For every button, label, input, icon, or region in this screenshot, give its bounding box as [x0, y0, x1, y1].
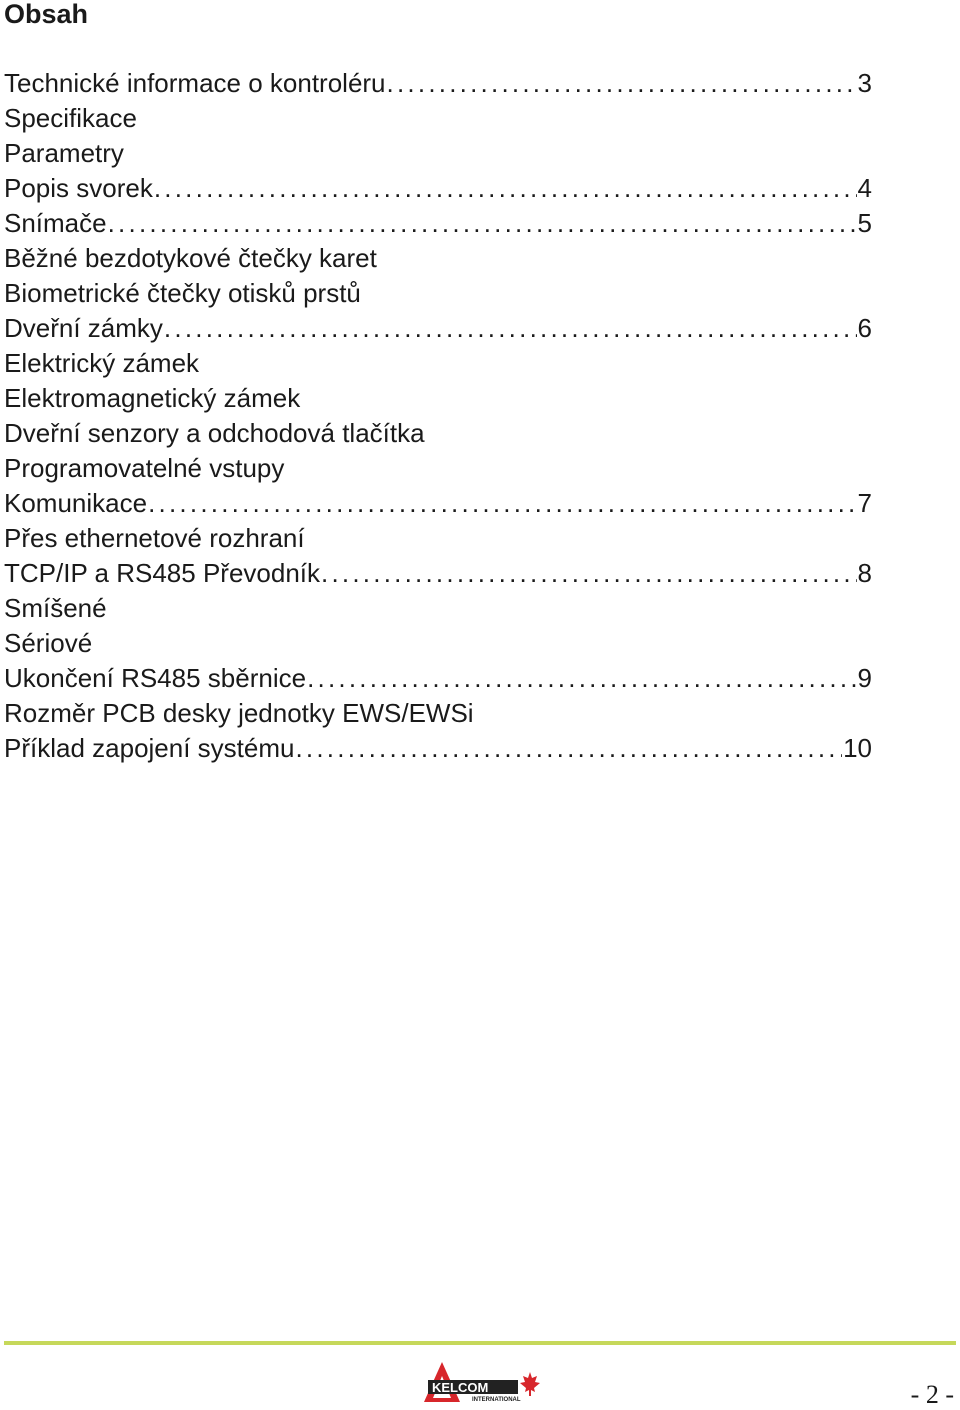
table-of-contents — [4, 66, 872, 766]
toc-entry-label: Smíšené — [4, 593, 107, 623]
toc-entry-label: Rozměr PCB desky jednotky EWS/EWSi — [4, 698, 474, 728]
toc-entry-page: 9 — [857, 663, 872, 693]
toc-leader-dots — [321, 556, 857, 591]
toc-entry — [4, 241, 872, 276]
toc-entry-page: 6 — [857, 313, 872, 343]
toc-entry-label: TCP/IP a RS485 Převodník — [4, 558, 321, 588]
toc-entry-label: Technické informace o kontroléru — [4, 68, 386, 98]
toc-entry-page: 7 — [857, 488, 872, 518]
footer-divider — [4, 1341, 956, 1345]
logo-subtext: INTERNATIONAL — [472, 1397, 521, 1403]
toc-entry — [4, 136, 872, 171]
toc-entry-label: Specifikace — [4, 103, 137, 133]
toc-entry-label: Přes ethernetové rozhraní — [4, 523, 305, 553]
toc-entry-label: Sériové — [4, 628, 93, 658]
toc-entry-label: Elektromagnetický zámek — [4, 383, 301, 413]
toc-entry-label: Elektrický zámek — [4, 348, 200, 378]
toc-title: Obsah — [4, 0, 89, 29]
toc-leader-dots — [164, 311, 857, 346]
toc-leader-dots — [387, 66, 857, 101]
toc-entry — [4, 626, 872, 661]
toc-entry — [4, 66, 872, 101]
toc-entry-page: 5 — [857, 208, 872, 238]
toc-entry — [4, 276, 872, 311]
toc-entry — [4, 661, 872, 696]
toc-entry-label: Dveřní zámky — [4, 313, 163, 343]
toc-entry-label: Programovatelné vstupy — [4, 453, 285, 483]
maple-leaf-icon — [520, 1372, 540, 1396]
kelcom-logo — [420, 1358, 544, 1404]
toc-entry — [4, 311, 872, 346]
toc-leader-dots — [307, 661, 856, 696]
toc-entry-label: Popis svorek — [4, 173, 153, 203]
toc-entry — [4, 591, 872, 626]
toc-entry — [4, 101, 872, 136]
toc-entry-label: Příklad zapojení systému — [4, 733, 295, 763]
toc-entry — [4, 521, 872, 556]
toc-entry — [4, 206, 872, 241]
toc-entry — [4, 731, 872, 766]
toc-entry — [4, 696, 872, 731]
toc-leader-dots — [154, 171, 857, 206]
toc-entry-label: Komunikace — [4, 488, 148, 518]
toc-entry — [4, 346, 872, 381]
toc-entry-page: 10 — [843, 733, 872, 763]
toc-entry-label: Snímače — [4, 208, 107, 238]
logo-wordmark: KELCOM — [432, 1380, 489, 1395]
toc-leader-dots — [108, 206, 857, 241]
toc-entry-label: Ukončení RS485 sběrnice — [4, 663, 307, 693]
toc-entry-page: 3 — [857, 68, 872, 98]
toc-entry-page: 4 — [857, 173, 872, 203]
toc-entry-label: Dveřní senzory a odchodová tlačítka — [4, 418, 425, 448]
page-number: - 2 - — [910, 1380, 954, 1409]
toc-entry-label: Běžné bezdotykové čtečky karet — [4, 243, 377, 273]
toc-entry — [4, 451, 872, 486]
toc-entry-page: 8 — [857, 558, 872, 588]
toc-leader-dots — [295, 731, 842, 766]
toc-entry — [4, 556, 872, 591]
toc-entry — [4, 416, 872, 451]
toc-entry — [4, 171, 872, 206]
toc-entry — [4, 486, 872, 521]
toc-entry-label: Parametry — [4, 138, 124, 168]
toc-entry — [4, 381, 872, 416]
toc-leader-dots — [148, 486, 856, 521]
toc-entry-label: Biometrické čtečky otisků prstů — [4, 278, 361, 308]
